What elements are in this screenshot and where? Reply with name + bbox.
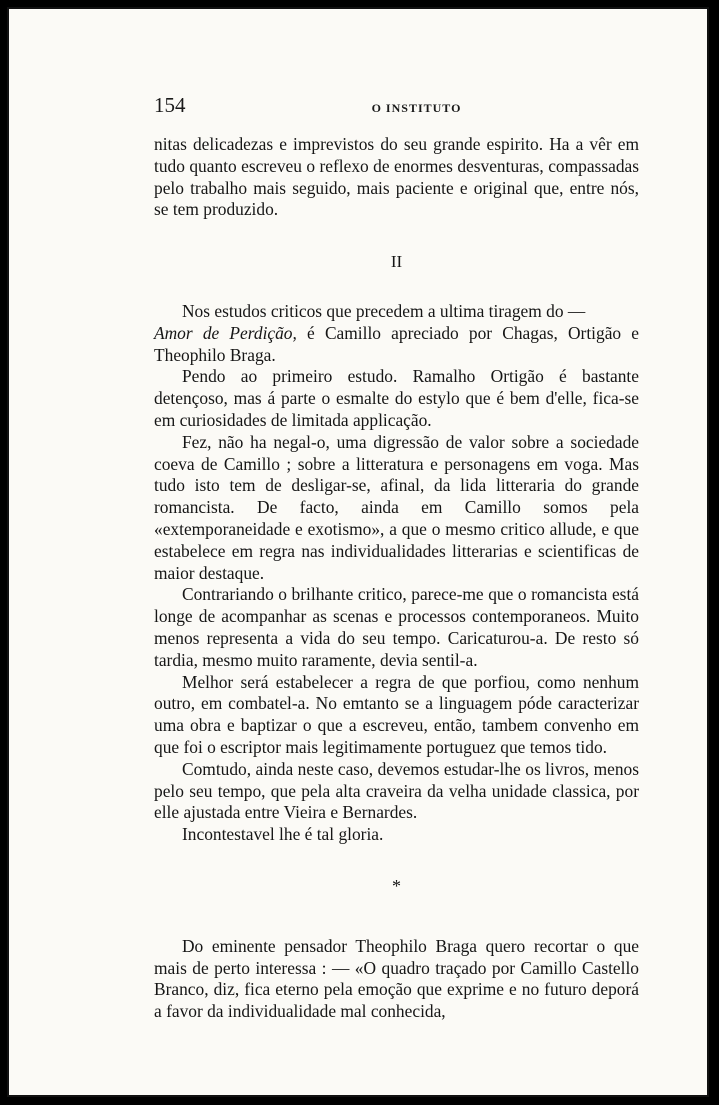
body-text <box>154 134 639 1023</box>
paragraph: Do eminente pensador Theophilo Braga quero recortar o que mais de perto interessa : — «O quadro traçado por Camillo Castello Branco, diz, fica eterno pela emoção que exprime e no futuro deporá a favor da individualidade mal conhecida, <box>154 935 639 1022</box>
paragraph: Melhor será estabelecer a regra de que porfiou, como nenhum outro, em combatel-a. No emtanto se a linguagem póde caracterizar uma obra e baptizar o que a escreveu, então, tambem convenho em que foi o escriptor mais legitimamente portuguez que temos tido. <box>154 671 639 757</box>
section-heading: II <box>390 252 403 272</box>
paragraph-text: é Camillo apreciado por Chagas, Ortigão e Theophilo Braga. <box>154 322 639 365</box>
running-title: O INSTITUTO <box>371 101 462 115</box>
paragraph: Comtudo, ainda neste caso, devemos estudar-lhe os livros, menos pelo seu tempo, que pela alta craveira da velha unidade classica, por elle ajustada entre Vieira e Bernardes. <box>154 758 639 823</box>
page-number: 154 <box>154 93 186 117</box>
paragraph: Contrariando o brilhante critico, parece-me que o romancista está longe de acompanhar as scenas e processos contemporaneos. Muito menos representa a vida do seu tempo. Caricaturou-a. De resto só tardia, mesmo muito raramente, devia sentil-a. <box>154 584 639 670</box>
paragraph: Pendo ao primeiro estudo. Ramalho Ortigão é bastante detençoso, mas á parte o esmalte do estylo que é bem d'elle, fica-se em curiosidades de limitada applicação. <box>154 366 639 430</box>
paragraph <box>154 301 639 366</box>
book-page <box>7 7 709 1097</box>
paragraph-text: Nos estudos criticos que precedem a ultima tiragem do — <box>182 300 586 321</box>
paragraph-intro: nitas delicadezas e imprevistos do seu grande espirito. Ha a vêr em tudo quanto escreveu o reflexo de enormes desventuras, compassadas pelo trabalho mais seguido, mais paciente e original que, entre nós, se tem produzido. <box>154 134 639 220</box>
paragraph: Fez, não ha negal-o, uma digressão de valor sobre a sociedade coeva de Camillo ; sobre a litteratura e personagens em voga. Mas tudo isto tem de desligar-se, afinal, da lida litteraria do grande romancista. De facto, ainda em Camillo somos pela «extemporaneidade e exotismo», a que o mesmo critico allude, e que estabelece em regra nas individualidades litterarias e scientificas de maior destaque. <box>154 431 639 583</box>
book-title: Amor de Perdição, <box>154 322 297 343</box>
paragraph: Incontestavel lhe é tal gloria. <box>182 824 384 845</box>
asterisk-separator: * <box>392 875 401 896</box>
page-header <box>154 93 639 123</box>
